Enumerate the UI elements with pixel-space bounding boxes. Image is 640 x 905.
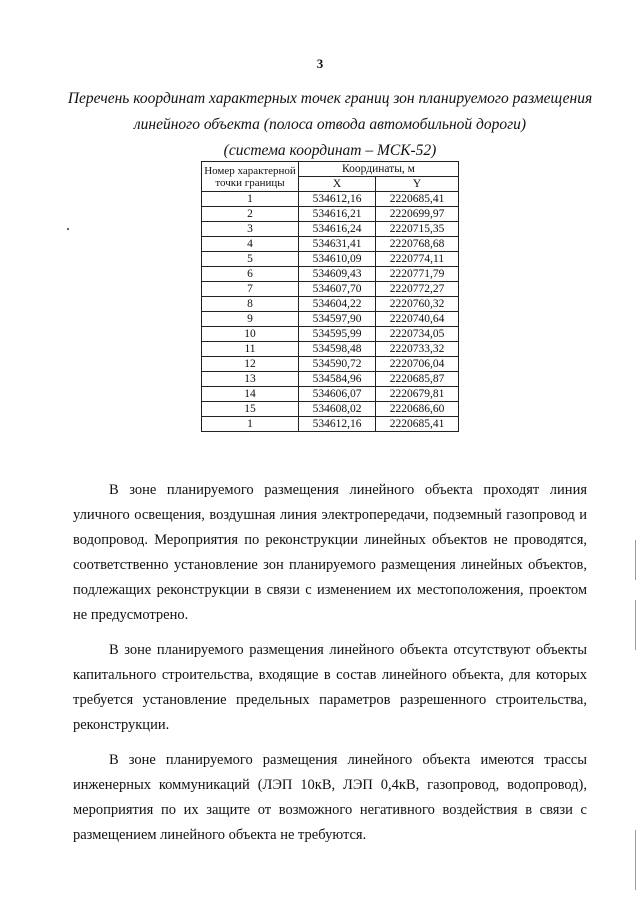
cell-point-number: 8 [202,297,299,312]
cell-point-number: 1 [202,192,299,207]
cell-x: 534631,41 [299,237,376,252]
cell-point-number: 7 [202,282,299,297]
coordinates-table-body [202,192,459,432]
cell-x: 534616,21 [299,207,376,222]
cell-point-number: 1 [202,417,299,432]
table-row [202,327,459,342]
cell-x: 534606,07 [299,387,376,402]
cell-y: 2220734,05 [376,327,459,342]
cell-y: 2220760,32 [376,297,459,312]
header-coordinates: Координаты, м [299,162,459,177]
cell-x: 534604,22 [299,297,376,312]
cell-point-number: 5 [202,252,299,267]
cell-x: 534610,09 [299,252,376,267]
paragraph-1: В зоне планируемого размещения линейного объекта проходят линия уличного освещения, воздушная линия электропередачи, подземный газопровод и водопровод. Мероприятия по реконструкции линейных объектов не проводятся, соответственно установление зон планируемого размещения линейных объектов, подлежащих реконструкции в связи с изменением их местоположения, проектом не предусмотрено. [73,482,587,623]
cell-point-number: 2 [202,207,299,222]
paragraph-2: В зоне планируемого размещения линейного объекта отсутствуют объекты капитального строительства, входящие в состав линейного объекта, для которых требуется установление предельных параметров разрешенного строительства, реконструкции. [73,642,587,733]
cell-y: 2220685,87 [376,372,459,387]
cell-y: 2220715,35 [376,222,459,237]
cell-point-number: 11 [202,342,299,357]
coordinates-table [201,161,459,432]
cell-y: 2220706,04 [376,357,459,372]
cell-x: 534597,90 [299,312,376,327]
table-row [202,342,459,357]
table-row [202,252,459,267]
cell-point-number: 4 [202,237,299,252]
table-row [202,192,459,207]
scan-edge-mark [635,830,636,890]
cell-point-number: 6 [202,267,299,282]
page-number: 3 [316,56,324,71]
scan-edge-mark [635,540,636,580]
page-title [40,86,620,164]
cell-x: 534612,16 [299,417,376,432]
cell-y: 2220685,41 [376,417,459,432]
cell-x: 534598,48 [299,342,376,357]
table-row [202,282,459,297]
table-row [202,267,459,282]
header-point-number: Номер характерной точки границы [202,162,299,192]
table-row [202,207,459,222]
title-line-2: линейного объекта (полоса отвода автомобильной дороги) [133,116,527,133]
scan-edge-mark [635,600,636,650]
cell-y: 2220740,64 [376,312,459,327]
cell-y: 2220685,41 [376,192,459,207]
cell-y: 2220772,27 [376,282,459,297]
cell-x: 534590,72 [299,357,376,372]
table-row [202,222,459,237]
title-line-1: Перечень координат характерных точек границ зон планируемого размещения [67,90,593,107]
table-row [202,237,459,252]
cell-y: 2220686,60 [376,402,459,417]
cell-x: 534616,24 [299,222,376,237]
cell-y: 2220733,32 [376,342,459,357]
table-row [202,387,459,402]
header-x: X [299,177,376,192]
cell-x: 534609,43 [299,267,376,282]
cell-y: 2220768,68 [376,237,459,252]
table-row [202,402,459,417]
table-row [202,357,459,372]
cell-y: 2220699,97 [376,207,459,222]
cell-point-number: 9 [202,312,299,327]
title-line-3: (система координат – МСК-52) [223,142,437,159]
cell-point-number: 3 [202,222,299,237]
cell-x: 534607,70 [299,282,376,297]
cell-x: 534584,96 [299,372,376,387]
table-row [202,372,459,387]
body-text [73,478,587,858]
cell-y: 2220774,11 [376,252,459,267]
table-row [202,312,459,327]
table-row [202,297,459,312]
cell-y: 2220771,79 [376,267,459,282]
cell-point-number: 12 [202,357,299,372]
scan-dot [67,228,69,230]
cell-point-number: 14 [202,387,299,402]
cell-point-number: 10 [202,327,299,342]
table-row [202,417,459,432]
cell-x: 534608,02 [299,402,376,417]
header-y: Y [376,177,459,192]
cell-x: 534612,16 [299,192,376,207]
cell-x: 534595,99 [299,327,376,342]
cell-y: 2220679,81 [376,387,459,402]
cell-point-number: 15 [202,402,299,417]
paragraph-3: В зоне планируемого размещения линейного объекта имеются трассы инженерных коммуникаций (ЛЭП 10кВ, ЛЭП 0,4кВ, газопровод, водопровод), мероприятия по их защите от возможного негативного воздействия в связи с размещением линейного объекта не требуются. [73,752,587,843]
cell-point-number: 13 [202,372,299,387]
